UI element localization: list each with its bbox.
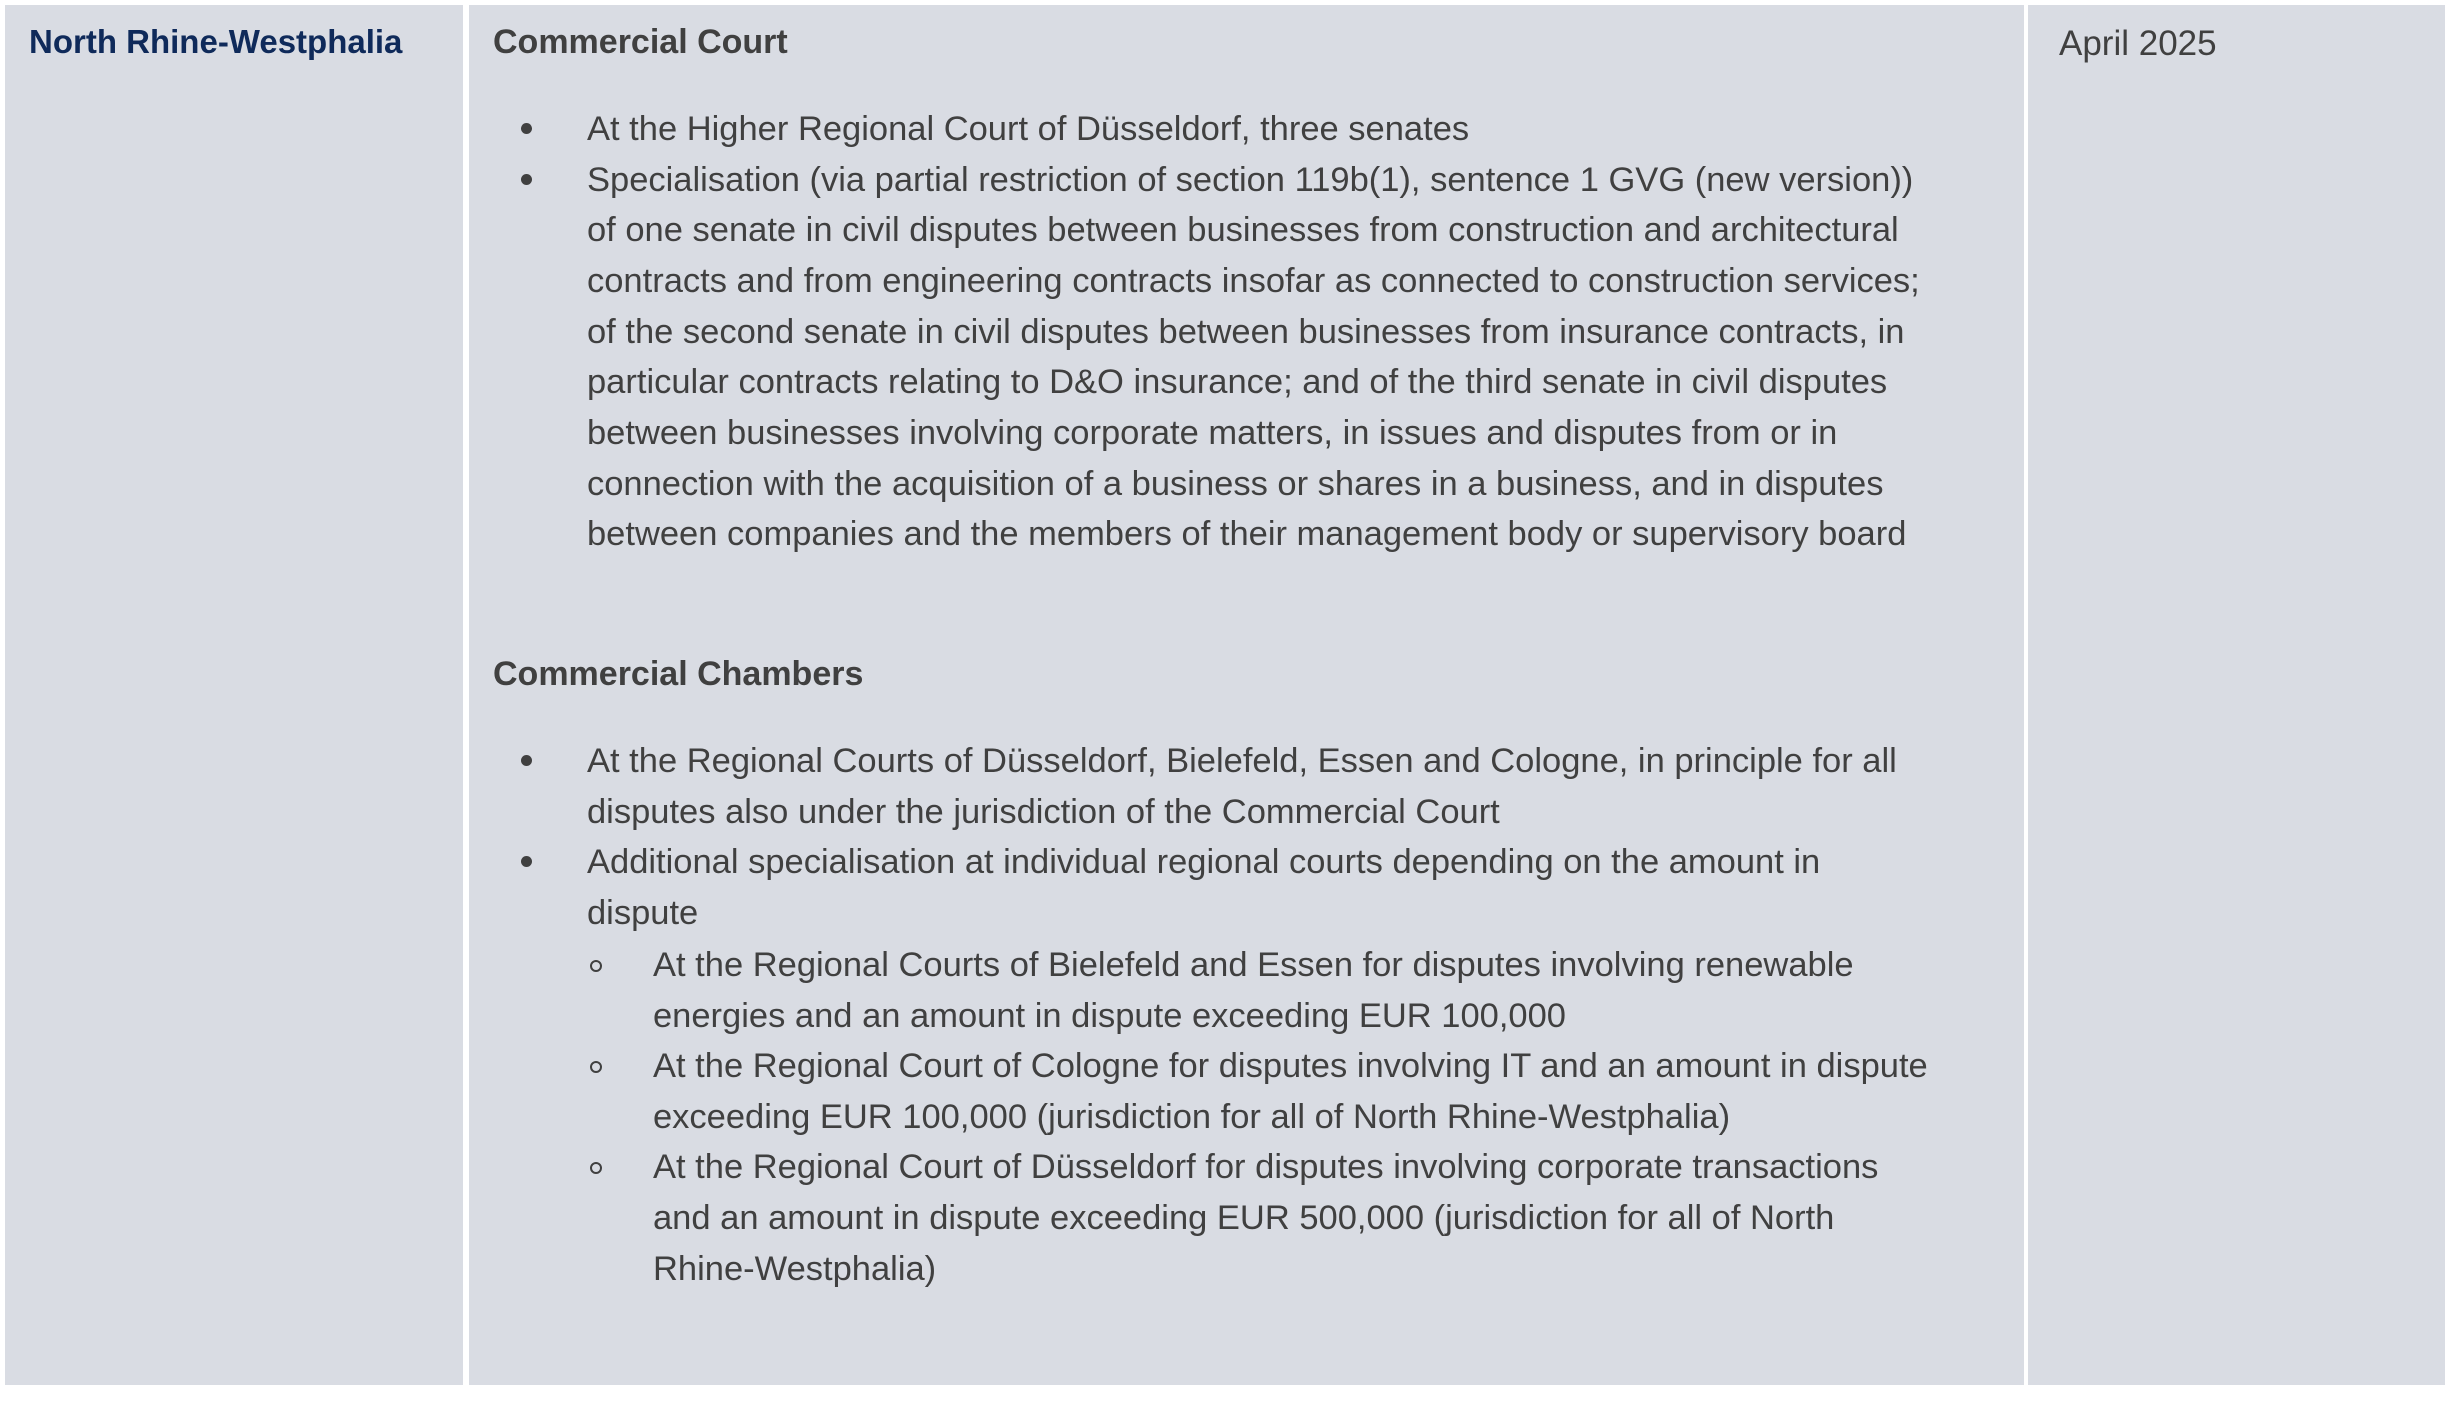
bullet-icon xyxy=(521,856,532,867)
list-item: Specialisation (via partial restriction of section 119b(1), sentence 1 GVG (new version)) xyxy=(587,161,1914,199)
sub-bullet-icon xyxy=(590,1162,602,1174)
sub-list-item-line: exceeding EUR 100,000 (jurisdiction for all of North Rhine-Westphalia) xyxy=(653,1098,1731,1136)
sub-bullet-icon xyxy=(590,1061,602,1073)
effective-date: April 2025 xyxy=(2059,24,2217,63)
sub-list-item: At the Regional Court of Düsseldorf for disputes involving corporate transactions xyxy=(653,1148,1879,1186)
region-cell xyxy=(5,5,463,1385)
list-item: At the Higher Regional Court of Düsseldorf, three senates xyxy=(587,110,1470,148)
list-item-line: connection with the acquisition of a business or shares in a business, and in disputes xyxy=(587,465,1884,503)
sub-list-item: At the Regional Courts of Bielefeld and Essen for disputes involving renewable xyxy=(653,946,1854,984)
list-item-line: between companies and the members of their management body or supervisory board xyxy=(587,515,1907,553)
bullet-icon xyxy=(521,123,532,134)
list-item-line: of the second senate in civil disputes between businesses from insurance contracts, in xyxy=(587,313,1905,351)
list-item-line: particular contracts relating to D&O insurance; and of the third senate in civil disputes xyxy=(587,363,1888,401)
sub-list-item-line: energies and an amount in dispute exceeding EUR 100,000 xyxy=(653,997,1566,1035)
list-item-line: dispute xyxy=(587,894,699,932)
sub-bullet-icon xyxy=(590,960,602,972)
commercial-chambers-heading: Commercial Chambers xyxy=(493,655,864,693)
list-item: At the Regional Courts of Düsseldorf, Bielefeld, Essen and Cologne, in principle for all xyxy=(587,742,1897,780)
commercial-court-heading: Commercial Court xyxy=(493,23,788,61)
list-item: Additional specialisation at individual regional courts depending on the amount in xyxy=(587,843,1821,881)
sub-list-item: At the Regional Court of Cologne for disputes involving IT and an amount in dispute xyxy=(653,1047,1928,1085)
list-item-line: disputes also under the jurisdiction of the Commercial Court xyxy=(587,793,1500,831)
date-cell xyxy=(2028,5,2445,1385)
list-item-line: contracts and from engineering contracts insofar as connected to construction services; xyxy=(587,262,1920,300)
list-item-line: between businesses involving corporate matters, in issues and disputes from or in xyxy=(587,414,1838,452)
sub-list-item-line: Rhine-Westphalia) xyxy=(653,1250,937,1288)
sub-list-item-line: and an amount in dispute exceeding EUR 500,000 (jurisdiction for all of North xyxy=(653,1199,1835,1237)
list-item-line: of one senate in civil disputes between businesses from construction and architectural xyxy=(587,211,1899,249)
region-name: North Rhine-Westphalia xyxy=(29,23,403,60)
bullet-icon xyxy=(521,174,532,185)
content-cell xyxy=(469,5,2024,1385)
bullet-icon xyxy=(521,755,532,766)
